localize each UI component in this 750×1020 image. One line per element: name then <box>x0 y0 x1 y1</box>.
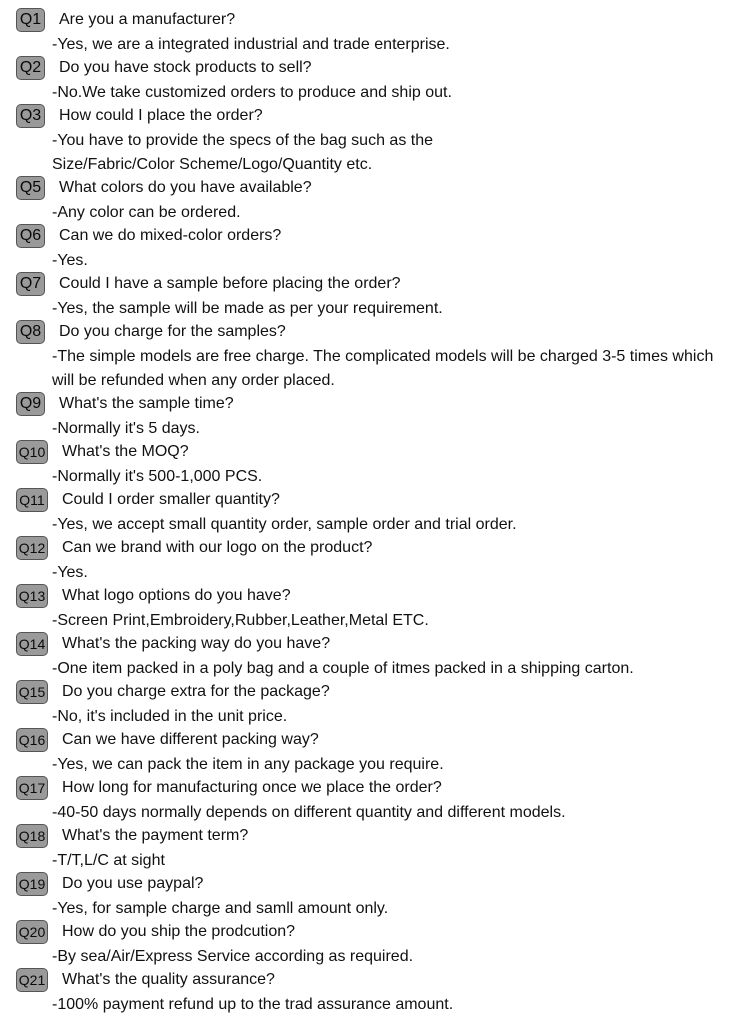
answer-text: -Yes, for sample charge and samll amount only. <box>52 900 389 917</box>
answer-text: -T/T,L/C at sight <box>52 852 165 869</box>
question-number-badge: Q19 <box>16 872 48 896</box>
question-text: What's the payment term? <box>62 827 249 844</box>
faq-question-row <box>16 584 291 608</box>
question-text: Do you have stock products to sell? <box>59 59 312 76</box>
question-text: Could I order smaller quantity? <box>62 491 280 508</box>
question-text: What's the MOQ? <box>62 443 189 460</box>
question-number-badge: Q6 <box>16 224 45 248</box>
faq-question-row <box>16 488 280 512</box>
question-number-badge: Q20 <box>16 920 48 944</box>
question-number-badge: Q8 <box>16 320 45 344</box>
faq-question-row <box>16 680 330 704</box>
question-number-badge: Q13 <box>16 584 48 608</box>
faq-question-row <box>16 176 312 200</box>
question-text: How do you ship the prodcution? <box>62 923 296 940</box>
question-text: Can we brand with our logo on the product? <box>62 539 373 556</box>
answer-text: -The simple models are free charge. The complicated models will be charged 3-5 times which will be refunded when any order placed. <box>52 348 714 389</box>
question-text: What's the quality assurance? <box>62 971 275 988</box>
answer-text: -No.We take customized orders to produce and ship out. <box>52 84 452 101</box>
question-text: Are you a manufacturer? <box>59 11 236 28</box>
question-text: Do you use paypal? <box>62 875 204 892</box>
answer-text: -One item packed in a poly bag and a couple of itmes packed in a shipping carton. <box>52 660 634 677</box>
faq-question-row <box>16 776 442 800</box>
faq-question-row <box>16 728 319 752</box>
answer-text: -Yes. <box>52 252 88 269</box>
question-number-badge: Q12 <box>16 536 48 560</box>
answer-text: -100% payment refund up to the trad assurance amount. <box>52 996 454 1013</box>
answer-text: -Yes, we are a integrated industrial and trade enterprise. <box>52 36 450 53</box>
question-number-badge: Q7 <box>16 272 45 296</box>
question-text: Do you charge for the samples? <box>59 323 286 340</box>
faq-question-row <box>16 824 248 848</box>
faq-question-row <box>16 968 275 992</box>
faq-question-row <box>16 8 235 32</box>
faq-question-row <box>16 920 295 944</box>
question-number-badge: Q5 <box>16 176 45 200</box>
faq-question-row <box>16 440 189 464</box>
faq-question-row <box>16 632 330 656</box>
question-number-badge: Q10 <box>16 440 48 464</box>
question-number-badge: Q2 <box>16 56 45 80</box>
question-text: Can we do mixed-color orders? <box>59 227 282 244</box>
faq-question-row <box>16 392 234 416</box>
answer-text: -No, it's included in the unit price. <box>52 708 288 725</box>
answer-text: -Yes, we can pack the item in any package you require. <box>52 756 444 773</box>
faq-question-row <box>16 104 263 128</box>
answer-text: -Yes. <box>52 564 88 581</box>
answer-text: -Any color can be ordered. <box>52 204 241 221</box>
question-number-badge: Q3 <box>16 104 45 128</box>
faq-question-row <box>16 872 203 896</box>
question-text: How could I place the order? <box>59 107 263 124</box>
faq-question-row <box>16 536 372 560</box>
question-number-badge: Q18 <box>16 824 48 848</box>
question-number-badge: Q21 <box>16 968 48 992</box>
question-number-badge: Q15 <box>16 680 48 704</box>
answer-text: -By sea/Air/Express Service according as required. <box>52 948 414 965</box>
answer-text: -You have to provide the specs of the bag such as the Size/Fabric/Color Scheme/Logo/Quantity etc. <box>52 132 433 173</box>
faq-question-row <box>16 224 281 248</box>
faq-question-row <box>16 272 401 296</box>
question-text: Could I have a sample before placing the order? <box>59 275 401 292</box>
question-text: What logo options do you have? <box>62 587 291 604</box>
faq-question-row <box>16 320 286 344</box>
question-text: Can we have different packing way? <box>62 731 319 748</box>
question-text: What's the packing way do you have? <box>62 635 331 652</box>
question-number-badge: Q14 <box>16 632 48 656</box>
faq-question-row <box>16 56 312 80</box>
question-text: What's the sample time? <box>59 395 234 412</box>
answer-text: -Screen Print,Embroidery,Rubber,Leather,Metal ETC. <box>52 612 429 629</box>
answer-text: -Normally it's 500-1,000 PCS. <box>52 468 263 485</box>
question-text: How long for manufacturing once we place the order? <box>62 779 442 796</box>
question-number-badge: Q11 <box>16 488 48 512</box>
question-number-badge: Q1 <box>16 8 45 32</box>
answer-text: -Yes, we accept small quantity order, sample order and trial order. <box>52 516 517 533</box>
question-text: What colors do you have available? <box>59 179 312 196</box>
question-number-badge: Q16 <box>16 728 48 752</box>
answer-text: -Normally it's 5 days. <box>52 420 200 437</box>
question-number-badge: Q17 <box>16 776 48 800</box>
question-text: Do you charge extra for the package? <box>62 683 330 700</box>
question-number-badge: Q9 <box>16 392 45 416</box>
answer-text: -40-50 days normally depends on different quantity and different models. <box>52 804 566 821</box>
answer-text: -Yes, the sample will be made as per your requirement. <box>52 300 443 317</box>
